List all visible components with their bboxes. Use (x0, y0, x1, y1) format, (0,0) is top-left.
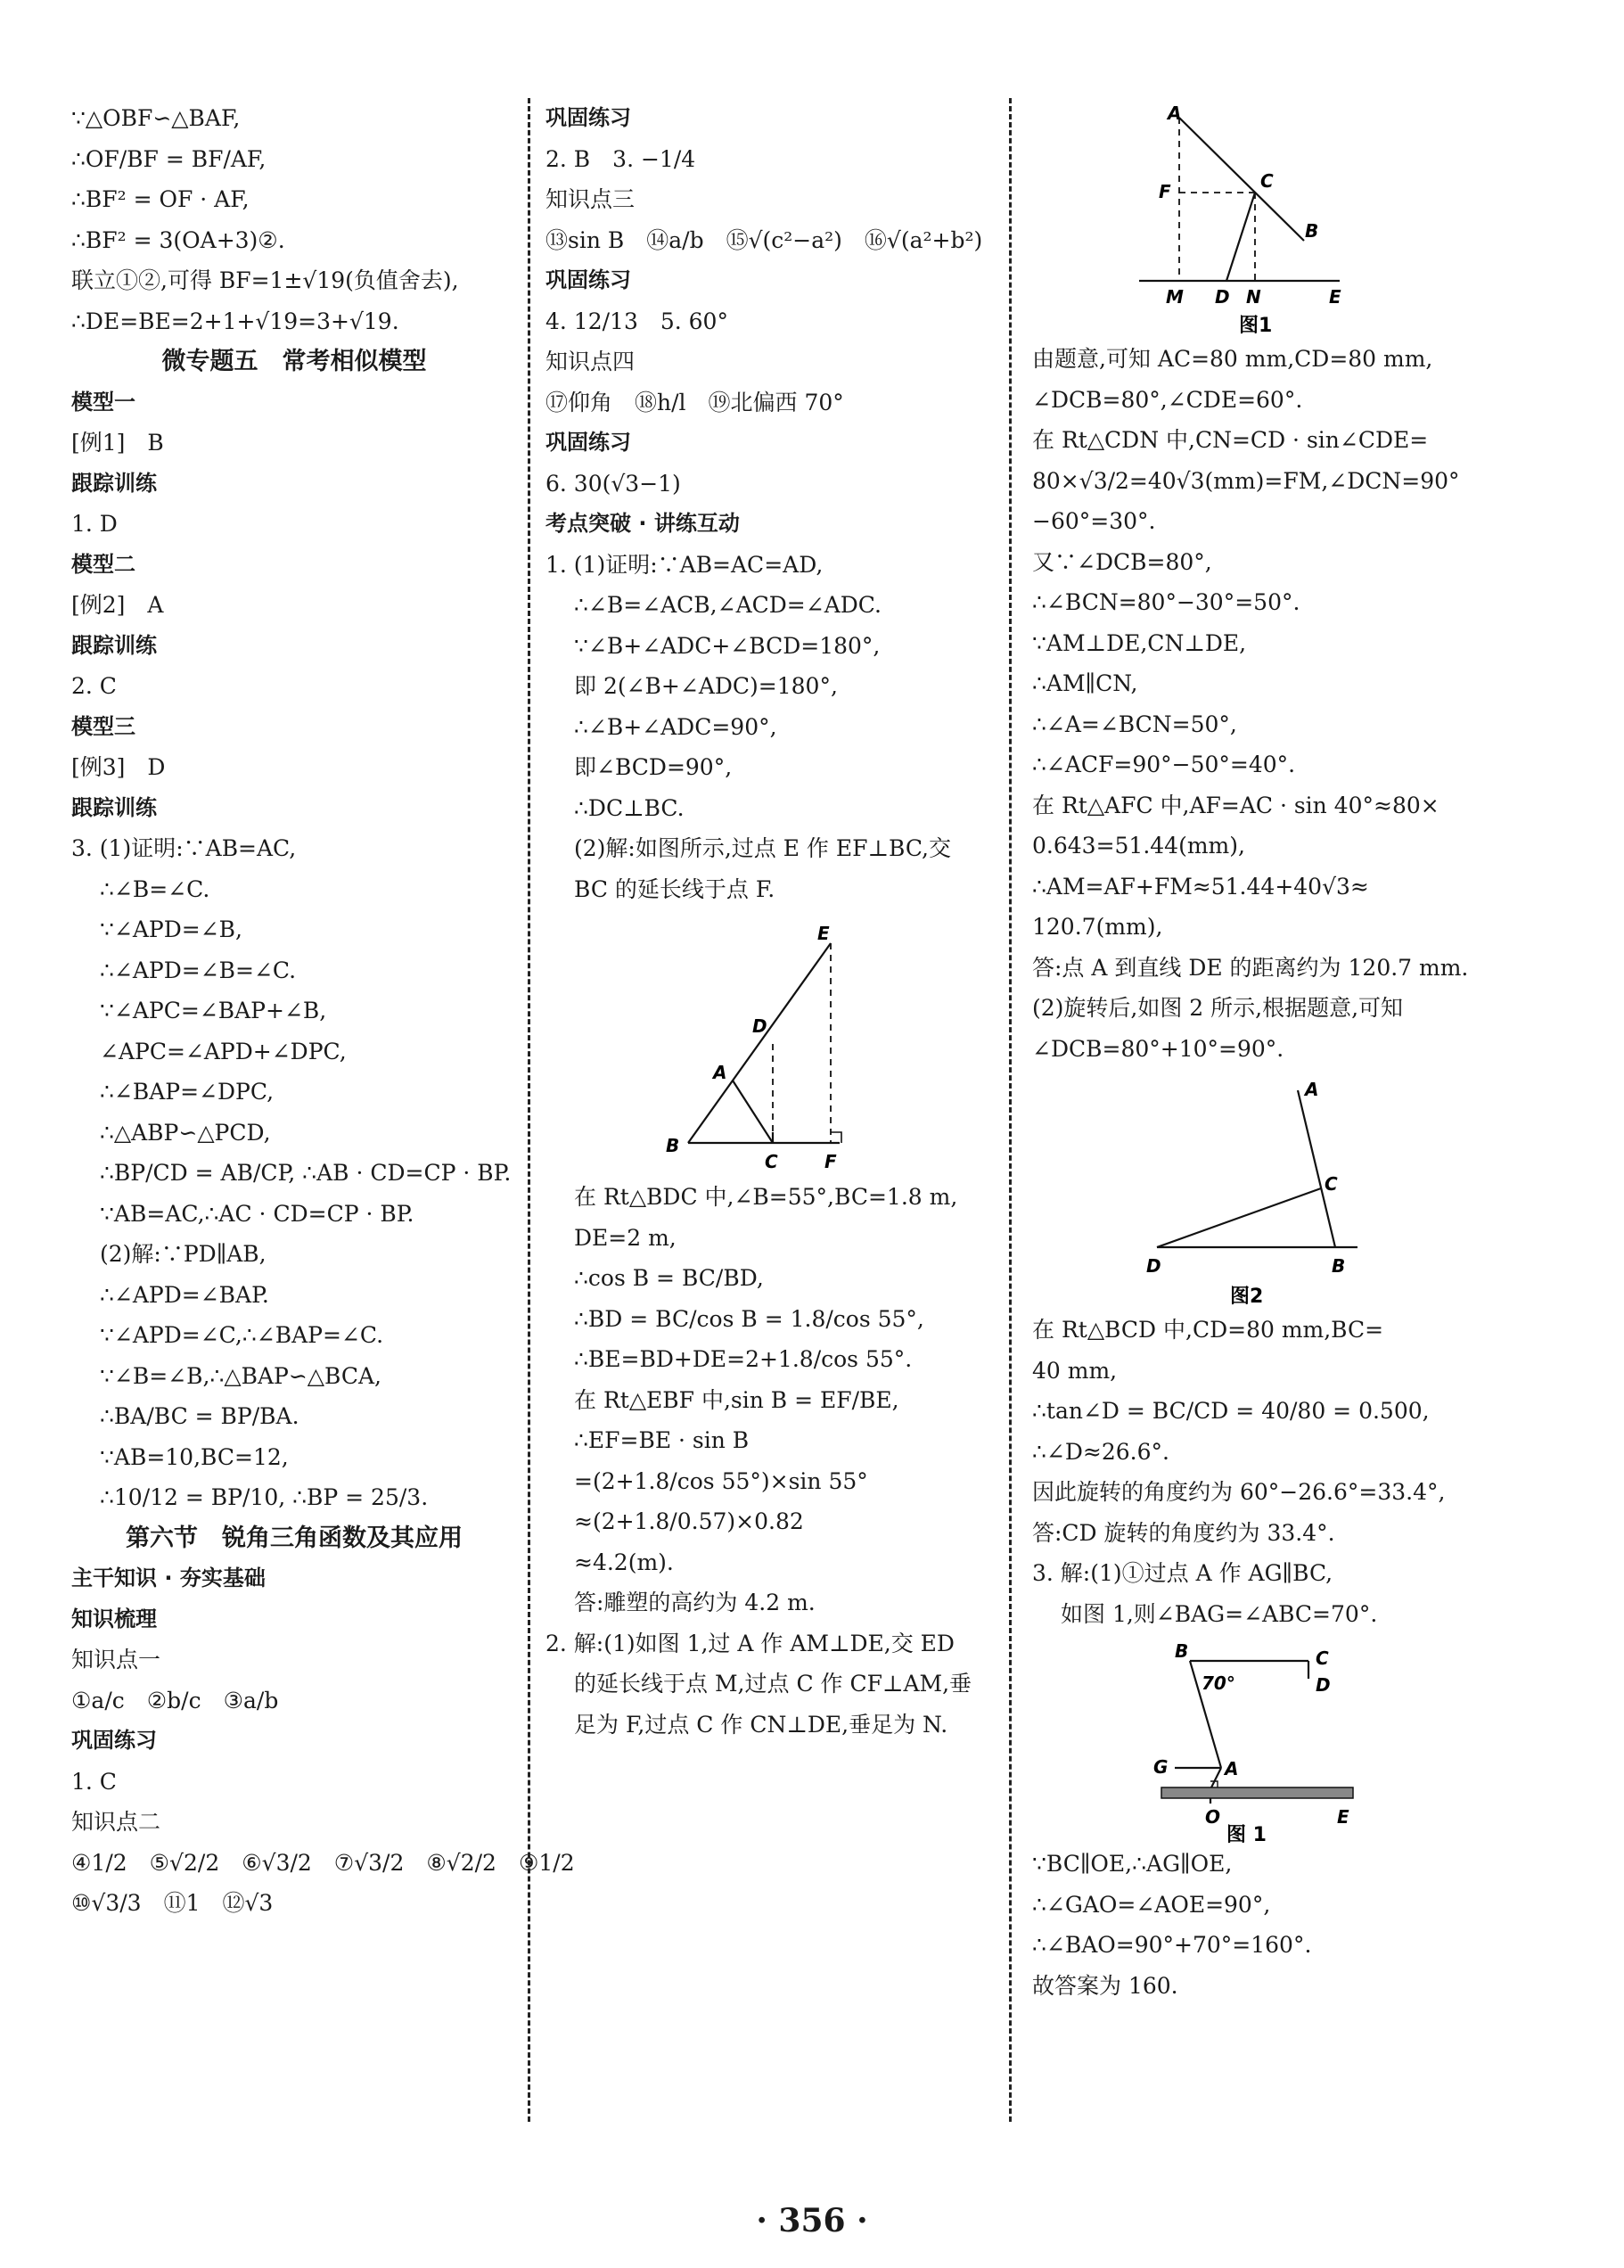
text-line: 因此旋转的角度约为 60°−26.6°=33.4°, (1032, 1479, 1446, 1505)
text-line: 微专题五 常考相似模型 (161, 348, 427, 375)
text-line: ∴∠A=∠BCN=50°, (1032, 711, 1237, 737)
text-line: 跟踪训练 (71, 632, 157, 658)
text-line: 知识梳理 (71, 1606, 157, 1631)
text-line: ⑩√3/3 ⑪1 ⑫√3 (71, 1890, 274, 1916)
text-line: 故答案为 160. (1032, 1972, 1178, 1999)
text-line: 80×√3/2=40√3(mm)=FM,∠DCN=90° (1032, 467, 1460, 494)
text-line: 如图 1,则∠BAG=∠ABC=70°. (1061, 1600, 1378, 1627)
label-o: O (1205, 1806, 1221, 1828)
figure-caption: 图1 (1239, 315, 1273, 337)
text-line: ∴BD = BC/cos B = 1.8/cos 55°, (574, 1305, 924, 1332)
text-line: ∴BF² = 3(OA+3)②. (71, 226, 285, 253)
text-line: (2)解:∵PD∥AB, (100, 1241, 267, 1267)
label-a: A (1168, 103, 1182, 124)
text-line: ④1/2 ⑤√2/2 ⑥√3/2 ⑦√3/2 ⑧√2/2 ⑨1/2 (71, 1849, 575, 1876)
text-line: −60°=30°. (1032, 508, 1156, 534)
text-line: ∵AB=10,BC=12, (100, 1443, 289, 1470)
label-b: B (1305, 220, 1319, 242)
text-line: ≈(2+1.8/0.57)×0.82 (574, 1508, 804, 1534)
text-line: [例3] D (71, 754, 166, 780)
text-line: 模型二 (71, 551, 135, 577)
text-line: 联立①②,可得 BF=1±√19(负值舍去), (71, 267, 459, 293)
text-line: (2)旋转后,如图 2 所示,根据题意,可知 (1032, 995, 1404, 1021)
text-line: 40 mm, (1032, 1357, 1118, 1384)
label-e: E (817, 923, 830, 944)
figure-caption: 图 1 (1226, 1824, 1267, 1844)
text-line: 巩固练习 (545, 267, 631, 292)
label-f: F (824, 1151, 837, 1172)
label-a: A (1225, 1758, 1239, 1779)
text-line: 知识点二 (71, 1809, 161, 1835)
text-line: ∴∠B=∠ACB,∠ACD=∠ADC. (574, 592, 882, 618)
text-line: 的延长线于点 M,过点 C 作 CF⊥AM,垂 (574, 1671, 972, 1697)
text-line: 3. 解:(1)①过点 A 作 AG∥BC, (1032, 1560, 1333, 1586)
label-d: D (1146, 1255, 1161, 1277)
text-line: 2. 解:(1)如图 1,过 A 作 AM⊥DE,交 ED (545, 1630, 955, 1656)
text-line: 知识点三 (545, 186, 636, 212)
text-line: 6. 30(√3−1) (545, 470, 681, 497)
label-d: D (1316, 1674, 1331, 1696)
label-b: B (1175, 1640, 1189, 1662)
text-line: 在 Rt△BCD 中,CD=80 mm,BC= (1032, 1317, 1384, 1343)
text-line: 知识点一 (71, 1647, 161, 1672)
figure-2-rotation (1032, 1069, 1496, 1310)
text-line: ⑰仰角 ⑱h/l ⑲北偏西 70° (545, 389, 844, 415)
text-line: ∴∠BCN=80°−30°=50°. (1032, 589, 1300, 615)
text-line: 答:点 A 到直线 DE 的距离约为 120.7 mm. (1032, 954, 1469, 981)
text-line: ⑬sin B ⑭a/b ⑮√(c²−a²) ⑯√(a²+b²) (545, 226, 983, 253)
label-f: F (1159, 181, 1171, 202)
column-divider-2 (1009, 98, 1012, 2122)
text-line: 跟踪训练 (71, 794, 157, 820)
text-line: 答:雕塑的高约为 4.2 m. (574, 1590, 816, 1615)
label-e: E (1337, 1806, 1349, 1828)
text-line: 模型一 (71, 389, 135, 415)
column-3-text-middle (1032, 1310, 1496, 1634)
text-line: 答:CD 旋转的角度约为 33.4°. (1032, 1519, 1335, 1546)
text-line: 足为 F,过点 C 作 CN⊥DE,垂足为 N. (574, 1711, 948, 1738)
column-2 (545, 98, 991, 1745)
figure-1-rotation (1032, 89, 1496, 339)
text-line: [例1] B (71, 430, 164, 456)
label-a: A (713, 1062, 727, 1083)
text-line: ∵△OBF∽△BAF, (71, 105, 241, 131)
text-line: ∴BF² = OF · AF, (71, 186, 250, 212)
text-line: 即∠BCD=90°, (574, 754, 733, 780)
figure-1-lamp (1032, 1634, 1496, 1844)
text-line: 120.7(mm), (1032, 914, 1163, 940)
text-line: ∴△ABP∽△PCD, (100, 1119, 271, 1146)
label-b: B (1332, 1255, 1346, 1277)
text-line: 巩固练习 (545, 105, 631, 130)
text-line: ∴∠BAO=90°+70°=160°. (1032, 1932, 1312, 1958)
column-3-text-bottom (1032, 1844, 1496, 2006)
figure-caption: 图2 (1230, 1286, 1264, 1308)
text-line: 即 2(∠B+∠ADC)=180°, (574, 673, 838, 699)
column-2-text-top (545, 98, 991, 909)
label-b: B (666, 1135, 680, 1156)
text-line: 1. C (71, 1768, 117, 1795)
text-line: ≈4.2(m). (574, 1549, 674, 1575)
text-line: ∠DCB=80°,∠CDE=60°. (1032, 386, 1303, 413)
text-line: 模型三 (71, 713, 135, 739)
text-line: ∴∠APD=∠BAP. (100, 1281, 269, 1308)
text-line: 由题意,可知 AC=80 mm,CD=80 mm, (1032, 346, 1433, 372)
text-line: ∠APC=∠APD+∠DPC, (100, 1038, 347, 1064)
text-line: 跟踪训练 (71, 470, 157, 496)
label-m: M (1166, 286, 1184, 308)
column-3-text-top (1032, 339, 1496, 1069)
label-c: C (765, 1151, 778, 1172)
label-g: G (1153, 1756, 1169, 1778)
text-line: ①a/c ②b/c ③a/b (71, 1687, 279, 1713)
label-d: D (752, 1015, 767, 1037)
text-line: ∴AM=AF+FM≈51.44+40√3≈ (1032, 873, 1369, 900)
page-number: · 356 · (756, 2202, 868, 2239)
text-line: 在 Rt△AFC 中,AF=AC · sin 40°≈80× (1032, 792, 1439, 818)
text-line: 1. (1)证明:∵AB=AC=AD, (545, 551, 824, 578)
text-line: =(2+1.8/cos 55°)×sin 55° (574, 1467, 868, 1494)
text-line: ∴BE=BD+DE=2+1.8/cos 55°. (574, 1346, 913, 1372)
column-2-text-bottom (545, 1177, 991, 1745)
column-3 (1032, 98, 1496, 2006)
text-line: BC 的延长线于点 F. (574, 875, 775, 902)
text-line: ∴tan∠D = BC/CD = 40/80 = 0.500, (1032, 1398, 1430, 1424)
angle-label: 70° (1202, 1672, 1235, 1694)
label-c: C (1325, 1173, 1338, 1195)
text-line: ∵AB=AC,∴AC · CD=CP · BP. (100, 1200, 414, 1227)
text-line: 又∵∠DCB=80°, (1032, 548, 1212, 575)
text-line: ∴∠B+∠ADC=90°, (574, 713, 777, 740)
text-line: ∴∠B=∠C. (100, 875, 210, 902)
text-line: 1. D (71, 511, 118, 537)
text-line: 考点突破 · 讲练互动 (545, 511, 740, 536)
text-line: 0.643=51.44(mm), (1032, 833, 1245, 859)
text-line: ∴cos B = BC/BD, (574, 1265, 764, 1291)
text-line: 巩固练习 (545, 430, 631, 455)
label-c: C (1260, 170, 1274, 192)
label-a: A (1305, 1079, 1319, 1100)
text-line: 2. B 3. −1/4 (545, 145, 696, 172)
text-line: ∴EF=BE · sin B (574, 1427, 750, 1453)
label-d: D (1215, 286, 1230, 308)
text-line: 在 Rt△BDC 中,∠B=55°,BC=1.8 m, (574, 1184, 958, 1210)
text-line: [例2] A (71, 592, 164, 618)
text-line: ∴BA/BC = BP/BA. (100, 1403, 299, 1429)
text-line: 主干知识 · 夯实基础 (71, 1565, 266, 1590)
text-line: ∵AM⊥DE,CN⊥DE, (1032, 629, 1247, 656)
figure-triangle-ebcf (545, 909, 991, 1177)
column-1 (71, 98, 575, 1924)
label-n: N (1246, 286, 1261, 308)
text-line: ∴DE=BE=2+1+√19=3+√19. (71, 308, 399, 334)
text-line: 在 Rt△CDN 中,CN=CD · sin∠CDE= (1032, 427, 1429, 453)
text-line: 3. (1)证明:∵AB=AC, (71, 835, 297, 861)
text-line: ∴10/12 = BP/10, ∴BP = 25/3. (100, 1484, 429, 1510)
text-line: 巩固练习 (71, 1728, 157, 1753)
label-e: E (1329, 286, 1341, 308)
column-divider-1 (528, 98, 530, 2122)
text-line: 知识点四 (545, 349, 636, 374)
text-line: ∵∠B+∠ADC+∠BCD=180°, (574, 632, 881, 659)
text-line: 2. C (71, 673, 117, 699)
text-line: ∴DC⊥BC. (574, 794, 685, 821)
text-line: ∵BC∥OE,∴AG∥OE, (1032, 1851, 1233, 1877)
text-line: ∠DCB=80°+10°=90°. (1032, 1035, 1284, 1062)
text-line: 在 Rt△EBF 中,sin B = EF/BE, (574, 1386, 899, 1413)
text-line: ∵∠B=∠B,∴△BAP∽△BCA, (100, 1362, 381, 1389)
text-line: ∵∠APC=∠BAP+∠B, (100, 998, 327, 1023)
text-line: ∴AM∥CN, (1032, 670, 1138, 696)
text-line: ∴∠APD=∠B=∠C. (100, 957, 297, 983)
text-line: (2)解:如图所示,过点 E 作 EF⊥BC,交 (574, 835, 951, 861)
text-line: ∴∠BAP=∠DPC, (100, 1079, 275, 1105)
text-line: 第六节 锐角三角函数及其应用 (126, 1524, 463, 1552)
text-line: ∴∠ACF=90°−50°=40°. (1032, 752, 1296, 777)
text-line: ∴OF/BF = BF/AF, (71, 145, 267, 172)
text-line: DE=2 m, (574, 1224, 677, 1251)
text-line: ∵∠APD=∠C,∴∠BAP=∠C. (100, 1322, 384, 1348)
text-line: ∵∠APD=∠B, (100, 916, 242, 942)
text-line: ∴BP/CD = AB/CP, ∴AB · CD=CP · BP. (100, 1160, 512, 1186)
text-line: ∴∠D≈26.6°. (1032, 1438, 1169, 1465)
label-c: C (1316, 1648, 1329, 1669)
text-line: ∴∠GAO=∠AOE=90°, (1032, 1891, 1271, 1918)
text-line: 4. 12/13 5. 60° (545, 308, 728, 334)
